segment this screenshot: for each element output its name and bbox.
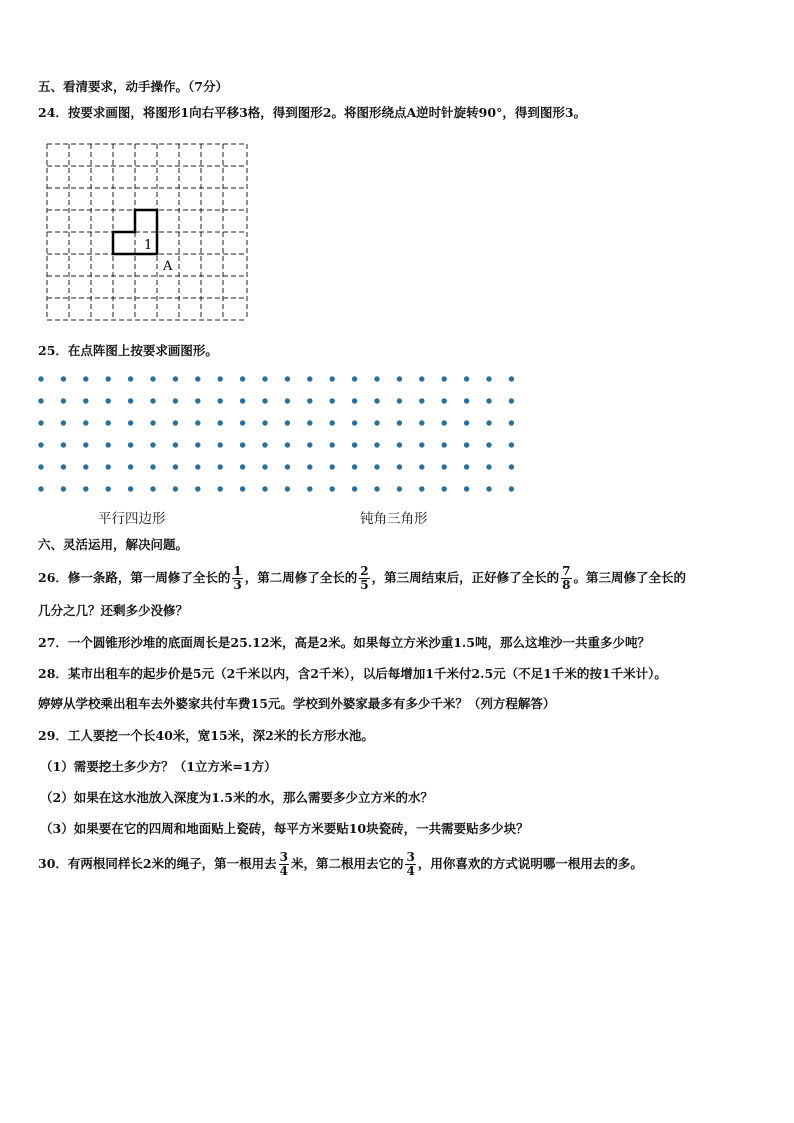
lattice-dot <box>173 442 178 447</box>
caption-obtuse-triangle: 钝角三角形 <box>360 511 428 527</box>
lattice-dot <box>218 420 223 425</box>
lattice-dot <box>352 398 357 403</box>
lattice-dot <box>218 442 223 447</box>
lattice-dot <box>509 398 514 403</box>
caption-parallelogram: 平行四边形 <box>98 511 166 527</box>
q26-fraction-1: $\frac{1}{3}$ <box>233 564 242 592</box>
lattice-dot <box>195 376 200 381</box>
lattice-dot <box>397 442 402 447</box>
lattice-dot <box>83 442 88 447</box>
lattice-dot <box>83 486 88 491</box>
lattice-dot <box>509 420 514 425</box>
lattice-dot <box>509 376 514 381</box>
q26-part4: 。第三周修了全长的 <box>573 570 687 585</box>
lattice-dot <box>106 486 111 491</box>
grid-lines <box>47 144 247 320</box>
lattice-dot <box>61 420 66 425</box>
lattice-dot <box>173 464 178 469</box>
lattice-dot <box>240 398 245 403</box>
lattice-dot <box>509 464 514 469</box>
lattice-dot <box>397 464 402 469</box>
lattice-dot <box>374 376 379 381</box>
q30-fraction-1: $\frac{3}{4}$ <box>279 850 288 878</box>
question-29-sub1: （1）需要挖土多少方？（1立方米=1方） <box>40 759 277 774</box>
question-26-line2: 几分之几？还剩多少没修？ <box>38 603 189 618</box>
lattice-dot <box>262 376 267 381</box>
lattice-dot <box>464 442 469 447</box>
lattice-dot <box>374 486 379 491</box>
lattice-dot <box>352 376 357 381</box>
lattice-dot <box>352 442 357 447</box>
lattice-dot <box>352 486 357 491</box>
question-28-line1: 28．某市出租车的起步价是5元（2千米以内，含2千米），以后每增加1千米付2.5元（不足1千米的按1千米计）。 <box>38 666 667 681</box>
lattice-dot <box>285 486 290 491</box>
lattice-dot <box>464 420 469 425</box>
question-30-text <box>38 851 643 878</box>
lattice-dot <box>240 376 245 381</box>
lattice-dot <box>442 486 447 491</box>
lattice-dot <box>486 486 491 491</box>
question-29-sub2: （2）如果在这水池放入深度为1.5米的水，那么需要多少立方米的水？ <box>40 790 433 805</box>
lattice-dot <box>419 486 424 491</box>
lattice-dot <box>352 420 357 425</box>
question-29-text: 29．工人要挖一个长40米，宽15米，深2米的长方形水池。 <box>38 728 374 743</box>
lattice-dot <box>285 464 290 469</box>
lattice-dot <box>38 486 43 491</box>
lattice-dot <box>128 376 133 381</box>
lattice-dot <box>285 398 290 403</box>
lattice-dot <box>106 376 111 381</box>
lattice-dot <box>442 376 447 381</box>
lattice-dot <box>61 486 66 491</box>
lattice-dot <box>262 486 267 491</box>
q26-fraction-2: $\frac{2}{5}$ <box>360 564 369 592</box>
lattice-dot <box>374 442 379 447</box>
question-25-text: 25．在点阵图上按要求画图形。 <box>38 343 218 358</box>
lattice-dot <box>419 376 424 381</box>
lattice-dot <box>486 442 491 447</box>
lattice-dot <box>397 376 402 381</box>
lattice-dot <box>61 376 66 381</box>
lattice-dot <box>240 486 245 491</box>
question-27-text: 27．一个圆锥形沙堆的底面周长是25.12米，高是2米。如果每立方米沙重1.5吨，那么这堆沙一共重多少吨？ <box>38 635 650 650</box>
lattice-dot <box>106 398 111 403</box>
lattice-dot <box>218 376 223 381</box>
lattice-dot <box>150 376 155 381</box>
q25-dot-grid <box>30 370 530 500</box>
lattice-dot <box>173 486 178 491</box>
lattice-dot <box>195 486 200 491</box>
lattice-dot <box>195 420 200 425</box>
lattice-dot <box>307 376 312 381</box>
lattice-dot <box>330 464 335 469</box>
lattice-dot <box>486 464 491 469</box>
q26-part1: 26．修一条路，第一周修了全长的 <box>38 570 231 585</box>
lattice-dot <box>106 464 111 469</box>
lattice-dot <box>38 442 43 447</box>
q30-part1: 30．有两根同样长2米的绳子，第一根用去 <box>38 856 277 871</box>
lattice-dot <box>419 420 424 425</box>
lattice-dot <box>61 398 66 403</box>
lattice-dot <box>307 398 312 403</box>
lattice-dot <box>106 442 111 447</box>
lattice-dot <box>486 420 491 425</box>
q24-grid-figure <box>46 143 256 328</box>
lattice-dot <box>61 464 66 469</box>
lattice-dot <box>374 464 379 469</box>
lattice-dot <box>240 442 245 447</box>
lattice-dot <box>419 398 424 403</box>
lattice-dot <box>240 420 245 425</box>
lattice-dot <box>307 420 312 425</box>
lattice-dot <box>83 376 88 381</box>
question-26-line1 <box>38 565 686 592</box>
q30-part3: ，用你喜欢的方式说明哪一根用去的多。 <box>417 856 643 871</box>
lattice-dot <box>195 442 200 447</box>
lattice-dot <box>38 398 43 403</box>
question-24-text: 24．按要求画图，将图形1向右平移3格，得到图形2。将图形绕点A逆时针旋转90°，得到图形3。 <box>38 105 587 120</box>
lattice-dot <box>509 442 514 447</box>
lattice-dot <box>509 486 514 491</box>
lattice-dot <box>307 464 312 469</box>
lattice-dot <box>38 464 43 469</box>
lattice-dot <box>486 398 491 403</box>
lattice-dot <box>330 486 335 491</box>
q26-fraction-3: $\frac{7}{8}$ <box>562 564 571 592</box>
lattice-dot <box>442 398 447 403</box>
lattice-dot <box>464 464 469 469</box>
lattice-dot <box>173 376 178 381</box>
lattice-dot <box>262 398 267 403</box>
q26-part3: ，第三周结束后，正好修了全长的 <box>371 570 560 585</box>
lattice-dot <box>150 398 155 403</box>
section6-title: 六、灵活运用，解决问题。 <box>38 537 189 552</box>
q30-fraction-2: $\frac{3}{4}$ <box>406 850 415 878</box>
lattice-dot <box>464 486 469 491</box>
lattice-dot <box>128 442 133 447</box>
lattice-dot <box>397 486 402 491</box>
lattice-dot <box>150 420 155 425</box>
lattice-dot <box>262 442 267 447</box>
lattice-dot <box>128 420 133 425</box>
lattice-dot <box>106 420 111 425</box>
lattice-dot <box>419 442 424 447</box>
lattice-dot <box>419 464 424 469</box>
lattice-dot <box>442 464 447 469</box>
lattice-dot <box>285 376 290 381</box>
lattice-dot <box>330 420 335 425</box>
lattice-dot <box>128 464 133 469</box>
lattice-dot <box>173 398 178 403</box>
lattice-dot <box>195 464 200 469</box>
q30-part2: 米，第二根用去它的 <box>290 856 404 871</box>
lattice-dot <box>128 398 133 403</box>
section5-title: 五、看清要求，动手操作。（7分） <box>38 79 228 94</box>
lattice-dot <box>374 398 379 403</box>
lattice-dot <box>464 398 469 403</box>
lattice-dot <box>150 464 155 469</box>
lattice-dot <box>397 398 402 403</box>
question-29-sub3: （3）如果要在它的四周和地面贴上瓷砖，每平方米要贴10块瓷砖，一共需要贴多少块？ <box>40 821 529 836</box>
lattice-dot <box>38 376 43 381</box>
lattice-dot <box>240 464 245 469</box>
lattice-dot <box>330 398 335 403</box>
lattice-dot <box>218 464 223 469</box>
lattice-dot <box>307 442 312 447</box>
lattice-dot <box>262 420 267 425</box>
lattice-dot <box>397 420 402 425</box>
lattice-dot <box>464 376 469 381</box>
question-28-line2: 婷婷从学校乘出租车去外婆家共付车费15元。学校到外婆家最多有多少千米？（列方程解答） <box>38 696 556 711</box>
lattice-dot <box>352 464 357 469</box>
lattice-dot <box>330 442 335 447</box>
lattice-dot <box>330 376 335 381</box>
lattice-dot <box>128 486 133 491</box>
lattice-dot <box>486 376 491 381</box>
lattice-dot <box>262 464 267 469</box>
lattice-dot <box>61 442 66 447</box>
lattice-dot <box>218 398 223 403</box>
lattice-dot <box>285 420 290 425</box>
lattice-dot <box>195 398 200 403</box>
lattice-dot <box>285 442 290 447</box>
lattice-dot <box>83 398 88 403</box>
q26-part2: ，第二周修了全长的 <box>244 570 358 585</box>
lattice-dot <box>442 442 447 447</box>
lattice-dot <box>150 442 155 447</box>
lattice-dot <box>442 420 447 425</box>
lattice-dot <box>307 486 312 491</box>
shape-1-label: 1 <box>144 238 153 253</box>
lattice-dot <box>83 420 88 425</box>
lattice-dot <box>83 464 88 469</box>
point-a-label: A <box>163 259 173 274</box>
lattice-dot <box>38 420 43 425</box>
lattice-dot <box>218 486 223 491</box>
lattice-dot <box>150 486 155 491</box>
lattice-dot <box>173 420 178 425</box>
lattice-dot <box>374 420 379 425</box>
